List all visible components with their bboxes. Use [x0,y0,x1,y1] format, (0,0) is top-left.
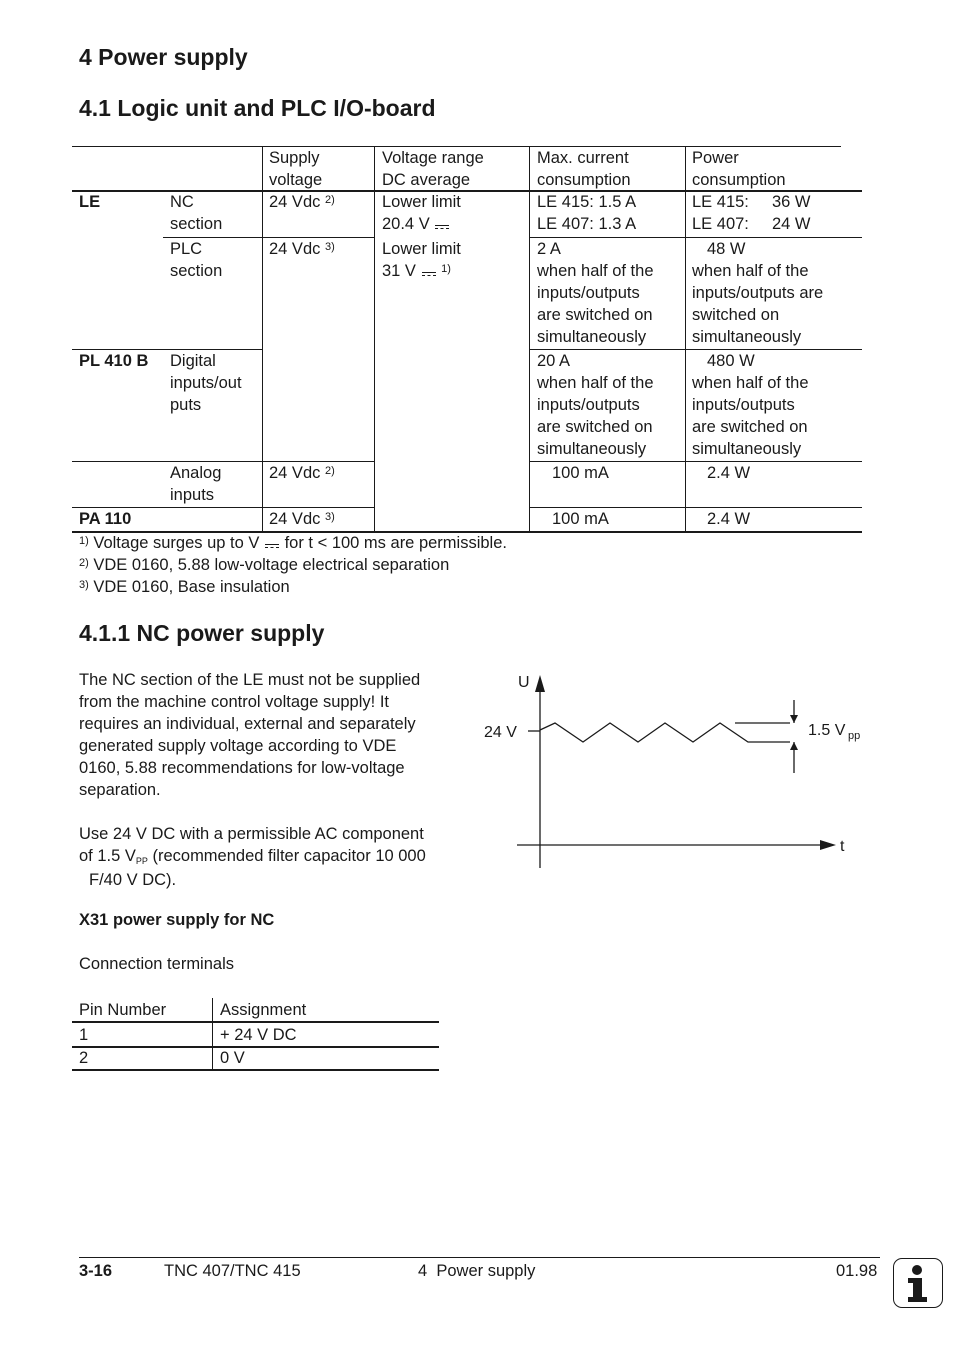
footer-date: 01.98 [836,1262,878,1280]
ripple-label-sub: pp [848,730,861,742]
x31-title: X31 power supply for NC [79,911,275,929]
analog-power: 2.4 W [707,464,751,482]
plc-power: 48 W when half of the inputs/outputs are switched on simultaneously [692,240,824,346]
header-power: Power consumption [692,149,786,189]
page-number: 3-16 [79,1262,113,1280]
row-label-plc-section: PLC section [170,240,223,280]
table-row-pin: 1 [79,1026,89,1044]
pa-supply-voltage: 24 Vdc $^{3)}$ [269,510,335,528]
table-row-pin: 2 [79,1049,89,1067]
nc-power: LE 415: 36 W LE 407: 24 W [692,193,811,233]
footer-product: TNC 407/TNC 415 [164,1262,301,1280]
header-voltage-range: Voltage range DC average [382,149,484,189]
header-pin-number: Pin Number [79,1001,167,1019]
info-i-icon [893,1258,943,1308]
footnote-2: $^{2)}$ VDE 0160, 5.88 low-voltage electrical separation [79,556,450,574]
ripple-waveform [540,723,762,742]
pa-power: 2.4 W [707,510,751,528]
unit-pl-410-b: PL 410 B [79,352,149,370]
paragraph-nc-supply: The NC section of the LE must not be supplied from the machine control voltage supply! It requires an individual, external and separately generated supply voltage according to VDE 0160, 5.88 recommendations for low-voltage separation. [79,671,421,799]
row-label-digital-io: Digital inputs/out puts [170,352,242,414]
digital-max-current: 20 A when half of the inputs/outputs are switched on simultaneously [537,352,654,458]
footer-rule [79,1257,880,1258]
chapter-heading: 4 Power supply [79,44,248,70]
unit-le: LE [79,193,101,211]
nc-max-current: LE 415: 1.5 A LE 407: 1.3 A [537,193,637,233]
dc-symbol-icon [421,268,437,276]
x-axis-arrow-icon [820,840,836,850]
row-label-analog-inputs: Analog inputs [170,464,222,504]
table-row-assignment: + 24 V DC [220,1026,297,1044]
plc-max-current: 2 A when half of the inputs/outputs are switched on simultaneously [537,240,654,346]
paragraph-ac-component: Use 24 V DC with a permissible AC component of 1.5 VPP (recommended filter capacitor 10 000 F/40 V DC). [79,825,426,889]
row-label-nc-section: NC section [170,193,223,233]
analog-max-current: 100 mA [552,464,609,482]
header-supply-voltage: Supply voltage [269,149,323,189]
subsection-heading: 4.1.1 NC power supply [79,620,325,646]
footer-chapter: 4 Power supply [418,1262,536,1280]
section-heading: 4.1 Logic unit and PLC I/O-board [79,95,436,121]
ripple-arrow-down-icon [790,715,798,723]
digital-power: 480 W when half of the inputs/outputs are switched on simultaneously [692,352,809,458]
ripple-arrow-up-icon [790,742,798,750]
dc-symbol-icon [434,221,450,229]
nc-voltage-range: Lower limit 20.4 V [382,193,461,233]
ripple-label: 1.5 V [808,722,846,739]
connection-terminals-label: Connection terminals [79,955,234,973]
y-axis-arrow-icon [535,675,545,692]
header-assignment: Assignment [220,1001,307,1019]
header-max-current: Max. current consumption [537,149,631,189]
level-label: 24 V [484,724,517,741]
unit-pa-110: PA 110 [79,510,132,528]
y-axis-label: U [518,674,530,691]
x-axis-label: t [840,838,845,855]
pa-max-current: 100 mA [552,510,609,528]
nc-supply-voltage: 24 Vdc $^{2)}$ [269,193,335,211]
analog-supply-voltage: 24 Vdc $^{2)}$ [269,464,335,482]
plc-voltage-range: Lower limit 31 V $^{1)}$ [382,240,461,280]
table-row-assignment: 0 V [220,1049,245,1067]
plc-supply-voltage: 24 Vdc $^{3)}$ [269,240,335,258]
ripple-voltage-diagram [470,660,870,880]
dc-symbol-icon [264,540,280,548]
footnote-1: $^{1)}$ Voltage surges up to V for t < 100 ms are permissible. [79,534,507,552]
footnote-3: $^{3)}$ VDE 0160, Base insulation [79,578,290,596]
